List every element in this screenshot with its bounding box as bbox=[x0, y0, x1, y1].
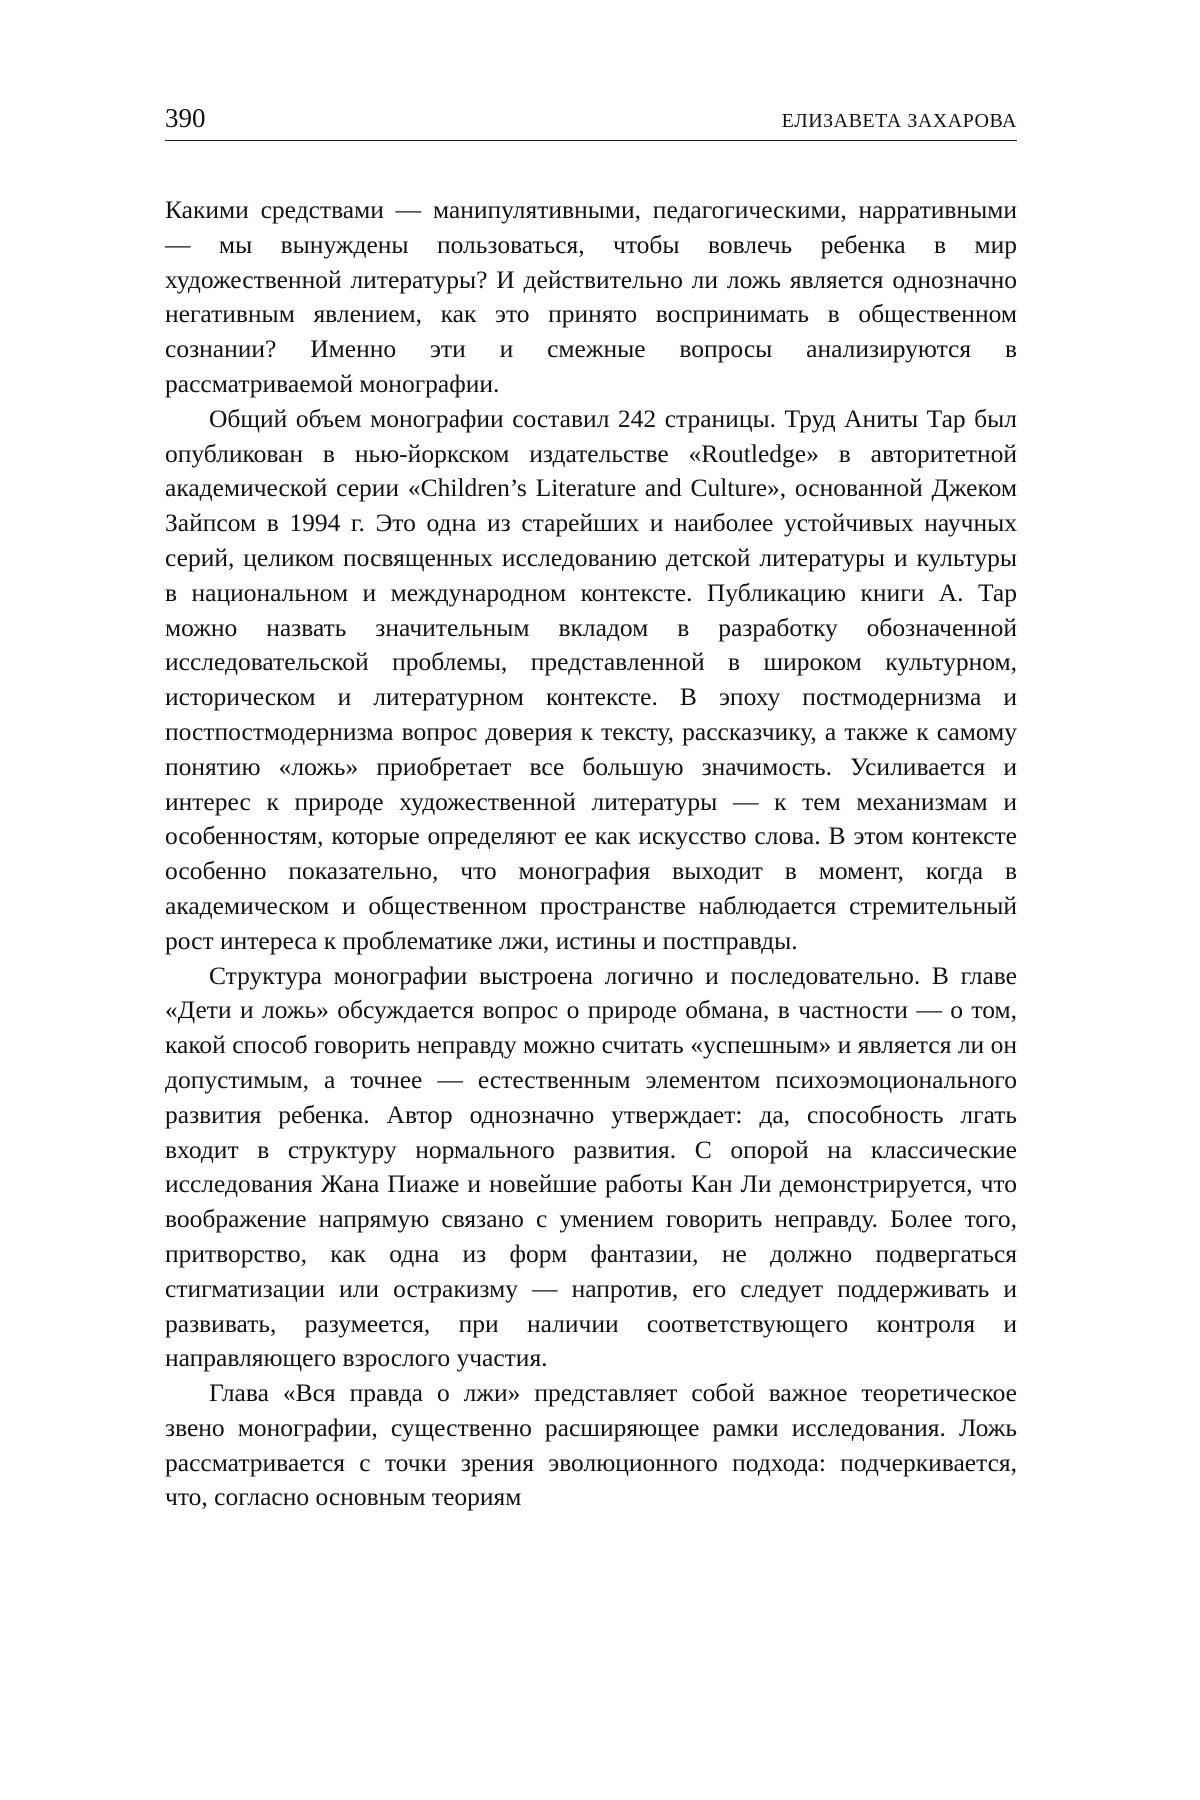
paragraph: Глава «Вся правда о лжи» представляет собой важное теоретическое звено монографии, существенно расширяющее рамки исследования. Ложь рассматривается с точки зрения эволюционного подхода: подчеркивается, что, согласно основным теориям bbox=[165, 1378, 1017, 1512]
paragraph: Какими средствами — манипулятивными, педагогическими, нарративными — мы вынуждены пользоваться, чтобы вовлечь ребенка в мир художественной литературы? И действительно ли ложь является однозначно негативным явлением, как это принято воспринимать в общественном сознании? Именно эти и смежные вопросы анализируются в рассматриваемой монографии. bbox=[165, 195, 1017, 398]
book-page bbox=[165, 100, 1017, 1515]
running-head-author: ЕЛИЗАВЕТА ЗАХАРОВА bbox=[781, 110, 1017, 132]
running-head bbox=[165, 100, 1017, 141]
page-number: 390 bbox=[165, 103, 206, 133]
paragraph: Структура монографии выстроена логично и последовательно. В главе «Дети и ложь» обсуждается вопрос о природе обмана, в частности — о том, какой способ говорить неправду можно считать «успешным» и является ли он допустимым, а точнее — естественным элементом психоэмоционального развития ребенка. Автор однозначно утверждает: да, способность лгать входит в структуру нормального развития. С опорой на классические исследования Жана Пиаже и новейшие работы Кан Ли демонстрируется, что воображение напрямую связано с умением говорить неправду. Более того, притворство, как одна из форм фантазии, не должно подвергаться стигматизации или остракизму — напротив, его следует поддерживать и развивать, разумеется, при наличии соответствующего контроля и направляющего взрослого участия. bbox=[165, 960, 1017, 1373]
body-text bbox=[165, 193, 1017, 1515]
paragraph: Общий объем монографии составил 242 страницы. Труд Аниты Тар был опубликован в нью-йоркском издательстве «Routledge» в авторитетной академической серии «Children’s Literature and Culture», основанной Джеком Зайпсом в 1994 г. Это одна из старейших и наиболее устойчивых научных серий, целиком посвященных исследованию детской литературы и культуры в национальном и международном контексте. Публикацию книги А. Тар можно назвать значительным вкладом в разработку обозначенной исследовательской проблемы, представленной в широком культурном, историческом и литературном контексте. В эпоху постмодернизма и постпостмодернизма вопрос доверия к тексту, рассказчику, а также к самому понятию «ложь» приобретает все большую значимость. Усиливается и интерес к природе художественной литературы — к тем механизмам и особенностям, которые определяют ее как искусство слова. В этом контексте особенно показательно, что монография выходит в момент, когда в академическом и общественном пространстве наблюдается стремительный рост интереса к проблематике лжи, истины и постправды. bbox=[165, 403, 1017, 955]
